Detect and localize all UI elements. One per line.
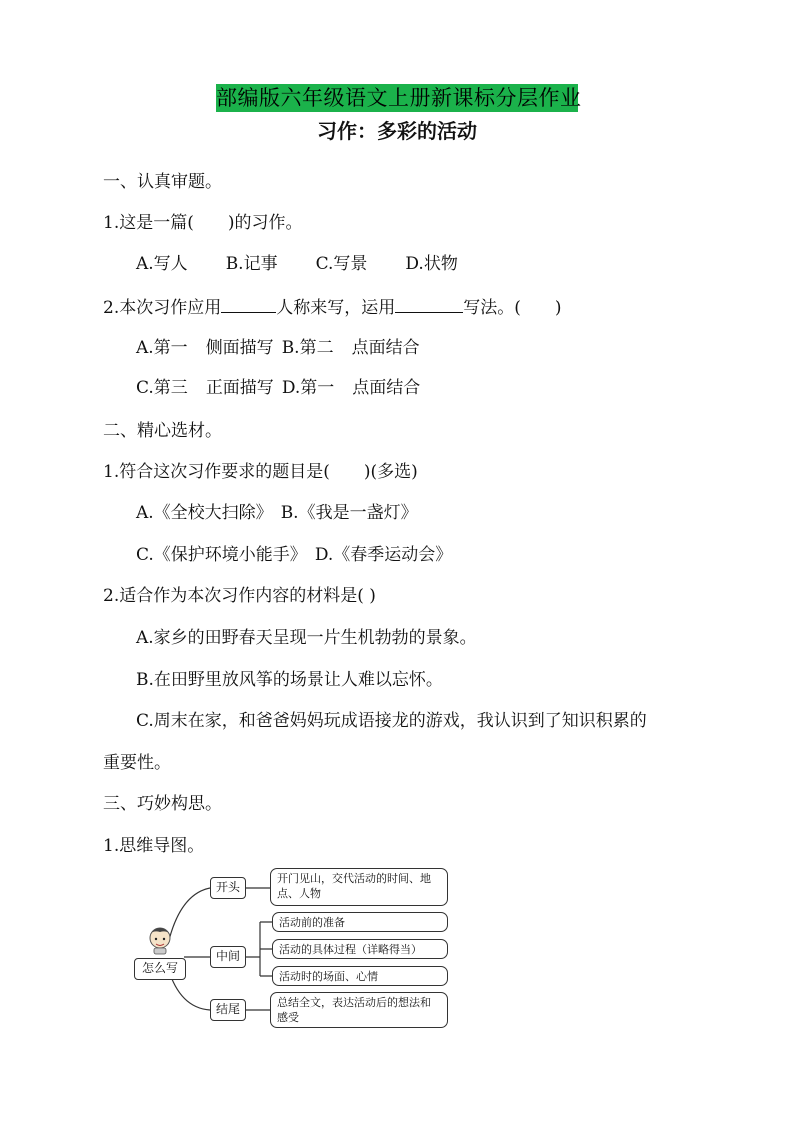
answer-blank[interactable] xyxy=(395,294,463,313)
s1-q1-options xyxy=(136,252,458,276)
leaf-preparation: 活动前的准备 xyxy=(272,912,448,932)
option-b-detail: 点面结合 xyxy=(351,338,420,358)
s2-q1-options-row2 xyxy=(136,543,452,567)
option-d: D.第一 xyxy=(281,378,335,398)
section-2-heading: 二、精心选材。 xyxy=(103,421,222,441)
s1-q2-options-row1 xyxy=(136,336,420,360)
s1-q2-stem-3: 写法。( xyxy=(463,298,521,318)
child-figure xyxy=(150,928,170,954)
s2-q1-stem-start: 1.符合这次习作要求的题目是( xyxy=(103,462,330,482)
option-c: C.《保护环境小能手》 xyxy=(136,545,307,565)
branch-opening: 开头 xyxy=(210,877,246,899)
branch-middle: 中间 xyxy=(210,946,246,968)
option-c-detail: 正面描写 xyxy=(205,378,274,398)
answer-blank[interactable] xyxy=(221,294,276,313)
option-a: A.写人 xyxy=(136,254,188,274)
page-title: 习作：多彩的活动 xyxy=(317,119,477,143)
s1-q1-stem-end: )的习作。 xyxy=(227,213,303,233)
option-b: B.第二 xyxy=(281,338,334,358)
option-d-detail: 点面结合 xyxy=(352,378,421,398)
s1-q2-options-row2 xyxy=(136,376,420,400)
s1-q2 xyxy=(103,294,562,320)
mind-map xyxy=(120,862,460,1034)
s1-q2-stem-2: 人称来写，运用 xyxy=(276,298,396,318)
option-a-detail: 侧面描写 xyxy=(205,338,274,358)
option-b: B.《我是一盏灯》 xyxy=(280,503,418,523)
s1-q2-stem-1: 2.本次习作应用 xyxy=(103,298,222,318)
section-3-heading: 三、巧妙构思。 xyxy=(103,794,222,814)
leaf-ending: 总结全文，表达活动后的想法和感受 xyxy=(270,992,448,1028)
leaf-opening: 开门见山，交代活动的时间、地点、人物 xyxy=(270,868,448,906)
section-1-heading: 一、认真审题。 xyxy=(103,172,222,192)
s2-q2-option-a: A.家乡的田野春天呈现一片生机勃勃的景象。 xyxy=(136,628,477,648)
series-banner: 部编版六年级语文上册新课标分层作业 xyxy=(216,86,582,110)
s3-q1: 1.思维导图。 xyxy=(103,836,205,856)
option-d: D.状物 xyxy=(405,254,458,274)
option-a: A.第一 xyxy=(136,338,188,358)
option-c: C.写景 xyxy=(315,254,368,274)
mind-map-root: 怎么写 xyxy=(134,958,186,980)
option-c: C.第三 xyxy=(136,378,188,398)
s2-q2: 2.适合作为本次习作内容的材料是( ) xyxy=(103,586,376,606)
s2-q1 xyxy=(103,460,418,484)
s2-q2-option-c-continued: 重要性。 xyxy=(103,753,171,773)
s2-q1-stem-end: )(多选) xyxy=(363,462,418,482)
s1-q1-stem-start: 1.这是一篇( xyxy=(103,213,194,233)
s2-q2-option-b: B.在田野里放风筝的场景让人难以忘怀。 xyxy=(136,670,443,690)
s2-q2-option-c: C.周末在家，和爸爸妈妈玩成语接龙的游戏，我认识到了知识积累的 xyxy=(136,711,647,731)
s1-q2-stem-4: ) xyxy=(554,298,562,318)
option-a: A.《全校大扫除》 xyxy=(136,503,273,523)
s2-q1-options-row1 xyxy=(136,501,418,525)
option-b: B.记事 xyxy=(225,254,278,274)
branch-ending: 结尾 xyxy=(210,999,246,1021)
leaf-scene-mood: 活动时的场面、心情 xyxy=(272,966,448,986)
leaf-process: 活动的具体过程（详略得当） xyxy=(272,939,448,959)
option-d: D.《春季运动会》 xyxy=(314,545,453,565)
s1-q1 xyxy=(103,211,303,235)
